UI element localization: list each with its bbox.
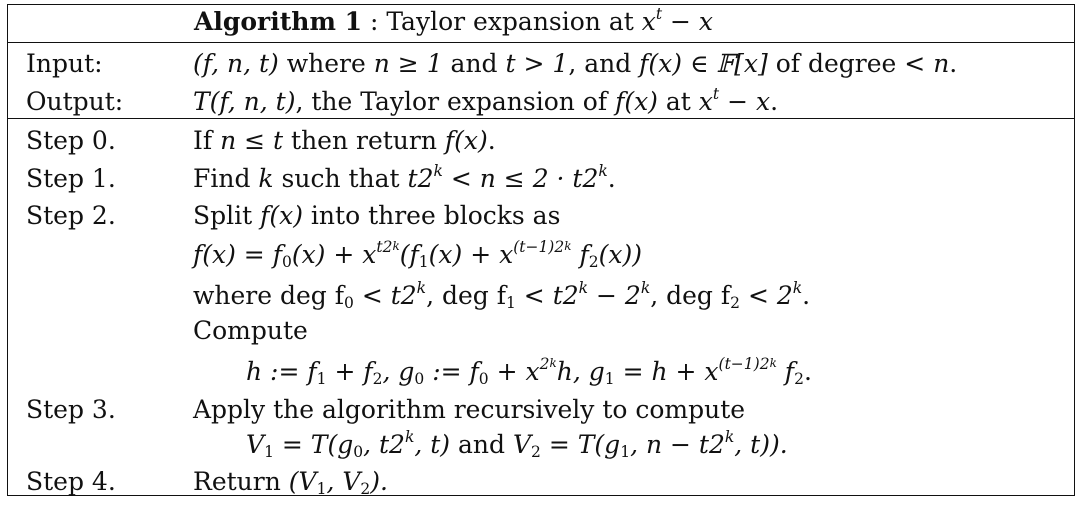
step-2-part: 1 (418, 253, 429, 272)
step-2-part: 2 (730, 294, 740, 313)
step-4-part: 1 (316, 480, 327, 499)
step-2-part: < 2 (740, 281, 793, 310)
step-2-part: k (578, 278, 589, 297)
output-superscript-t: t (712, 84, 720, 103)
step-2-part: − 2 (588, 281, 641, 310)
step-3-part: 1 (264, 443, 274, 462)
step-2-part: 2 (588, 253, 599, 272)
step-3-part: , t) (414, 430, 451, 459)
output-call: T(f, n, t) (193, 87, 296, 116)
step-1-part: . (607, 164, 616, 193)
step-2-part: where deg f (193, 281, 344, 310)
step-0-part: n ≤ t (220, 126, 284, 155)
step-2-part: f (571, 240, 589, 269)
step-0-label: Step 0. (26, 126, 116, 155)
step-2-part: k (564, 239, 572, 254)
step-2-part: < t2 (515, 281, 579, 310)
step-2-part: 2 (372, 370, 383, 389)
step-1-part: k (258, 164, 274, 193)
title-math-tail: − x (662, 7, 714, 36)
step-3-part: = T(g (273, 430, 354, 459)
input-and-1: and (442, 49, 506, 78)
algorithm-box (7, 4, 1075, 499)
step-1-part: k (433, 161, 443, 180)
step-4-part: , V (326, 467, 361, 496)
step-2-part: h, g (556, 357, 605, 386)
step-2-part: 2 (794, 370, 804, 389)
step-1-part: < n ≤ 2 · t2 (442, 164, 599, 193)
output-fx: f(x) (615, 87, 658, 116)
step-4-part: ). (370, 467, 388, 496)
step-2-part: (t−1)2 (718, 354, 770, 373)
input-degree-text: of degree (767, 49, 905, 78)
step-2-part: (x) + x (428, 240, 514, 269)
step-2-part: f(x) (260, 201, 303, 230)
step-2-part: (f (399, 240, 419, 269)
input-description (193, 49, 957, 79)
step-2-part: (x) + x (291, 240, 377, 269)
step-2-part: < t2 (353, 281, 417, 310)
step-1-label: Step 1. (26, 164, 116, 193)
step-2-part: , deg f (650, 281, 731, 310)
title-divider (8, 42, 1074, 43)
step-4-part: Return (193, 467, 289, 496)
step-2-part: , deg f (426, 281, 506, 310)
step-4-part: 2 (360, 480, 371, 499)
algorithm-number: Algorithm 1 (194, 7, 362, 36)
step-1-part: such that (273, 164, 408, 193)
step-2-part: 0 (344, 294, 354, 313)
output-tail: − x (719, 87, 771, 116)
step-2-part: f (776, 357, 795, 386)
algorithm-title (194, 4, 714, 37)
step-2-part: k (549, 356, 557, 371)
title-superscript-t: t (655, 4, 663, 23)
step-1-part: Find (193, 164, 259, 193)
step-2-part: . (802, 281, 811, 310)
input-condition-n: n ≥ 1 (373, 49, 443, 78)
title-math-x: x (641, 7, 656, 36)
step-2-label: Step 2. (26, 201, 116, 230)
step-2-part: t2 (376, 237, 393, 256)
step-4-label: Step 4. (26, 467, 116, 496)
step-2-part: k (640, 278, 651, 297)
step-2-part: k (416, 278, 427, 297)
input-period: . (949, 49, 958, 78)
step-2-line-1 (193, 201, 560, 231)
step-2-part: := f (424, 357, 479, 386)
step-0-text (193, 126, 496, 156)
step-3-part: k (404, 427, 415, 446)
step-4-part: (V (288, 467, 317, 496)
output-x: x (698, 87, 713, 116)
step-3-line-1: Apply the algorithm recursively to compute (193, 395, 746, 424)
output-description (193, 84, 779, 117)
step-2-part: k (769, 356, 777, 371)
step-2-line-5 (246, 354, 812, 389)
step-2-part: + f (326, 357, 373, 386)
step-3-part: 0 (353, 443, 364, 462)
algorithm-title-text: : Taylor expansion at (362, 7, 642, 36)
input-condition-t: t > 1 (505, 49, 569, 78)
step-2-part: h := f (246, 357, 317, 386)
step-3-part: , n − t2 (630, 430, 725, 459)
step-2-line-4: Compute (193, 316, 308, 345)
step-1-part: t2 (407, 164, 434, 193)
step-2-part: k (392, 239, 400, 254)
step-2-part: (t−1)2 (513, 237, 565, 256)
step-2-part: 1 (604, 370, 615, 389)
step-1-text (193, 161, 616, 194)
step-3-label: Step 3. (26, 395, 116, 424)
step-0-part: f(x) (444, 126, 488, 155)
step-3-part: 2 (531, 443, 541, 462)
input-degree-bound: < n (904, 49, 950, 78)
input-polynomial: f(x) ∈ 𝔽[x] (639, 49, 768, 78)
output-label: Output: (26, 87, 124, 116)
step-2-line-3 (193, 278, 811, 313)
step-2-line-2 (193, 237, 642, 272)
step-2-part: 2 (539, 354, 550, 373)
step-2-part: Split (193, 201, 261, 230)
step-2-part: . (803, 357, 812, 386)
output-period: . (770, 87, 779, 116)
input-output-divider (8, 118, 1074, 119)
step-2-part: = h + x (614, 357, 719, 386)
step-2-part: 1 (505, 294, 516, 313)
step-3-part: = T(g (540, 430, 621, 459)
step-2-part: f(x) = f (193, 240, 282, 269)
step-3-part: 1 (620, 443, 631, 462)
step-0-part: . (487, 126, 496, 155)
step-2-part: (x)) (598, 240, 642, 269)
step-2-part: 0 (281, 253, 292, 272)
step-1-part: k (598, 161, 608, 180)
step-2-part: 1 (316, 370, 327, 389)
step-0-part: then return (283, 126, 445, 155)
input-and-2: , and (568, 49, 640, 78)
step-3-line-2 (246, 427, 788, 462)
step-2-part: 0 (414, 370, 425, 389)
step-3-part: k (724, 427, 735, 446)
output-text: , the Taylor expansion of (295, 87, 616, 116)
input-tuple: (f, n, t) (193, 49, 279, 78)
step-2-part: + x (488, 357, 540, 386)
step-3-part: V (246, 430, 265, 459)
step-3-part: V (512, 430, 532, 459)
step-2-part: 0 (478, 370, 489, 389)
step-2-part: , g (382, 357, 415, 386)
step-4-text (193, 467, 388, 497)
input-label: Input: (26, 49, 103, 78)
step-2-part: k (792, 278, 803, 297)
output-at: at (657, 87, 699, 116)
step-0-part: If (193, 126, 221, 155)
step-3-part: and (450, 430, 513, 459)
step-3-part: , t)). (734, 430, 788, 459)
input-where: where (278, 49, 374, 78)
step-2-part: into three blocks as (302, 201, 561, 230)
step-3-part: , t2 (363, 430, 405, 459)
